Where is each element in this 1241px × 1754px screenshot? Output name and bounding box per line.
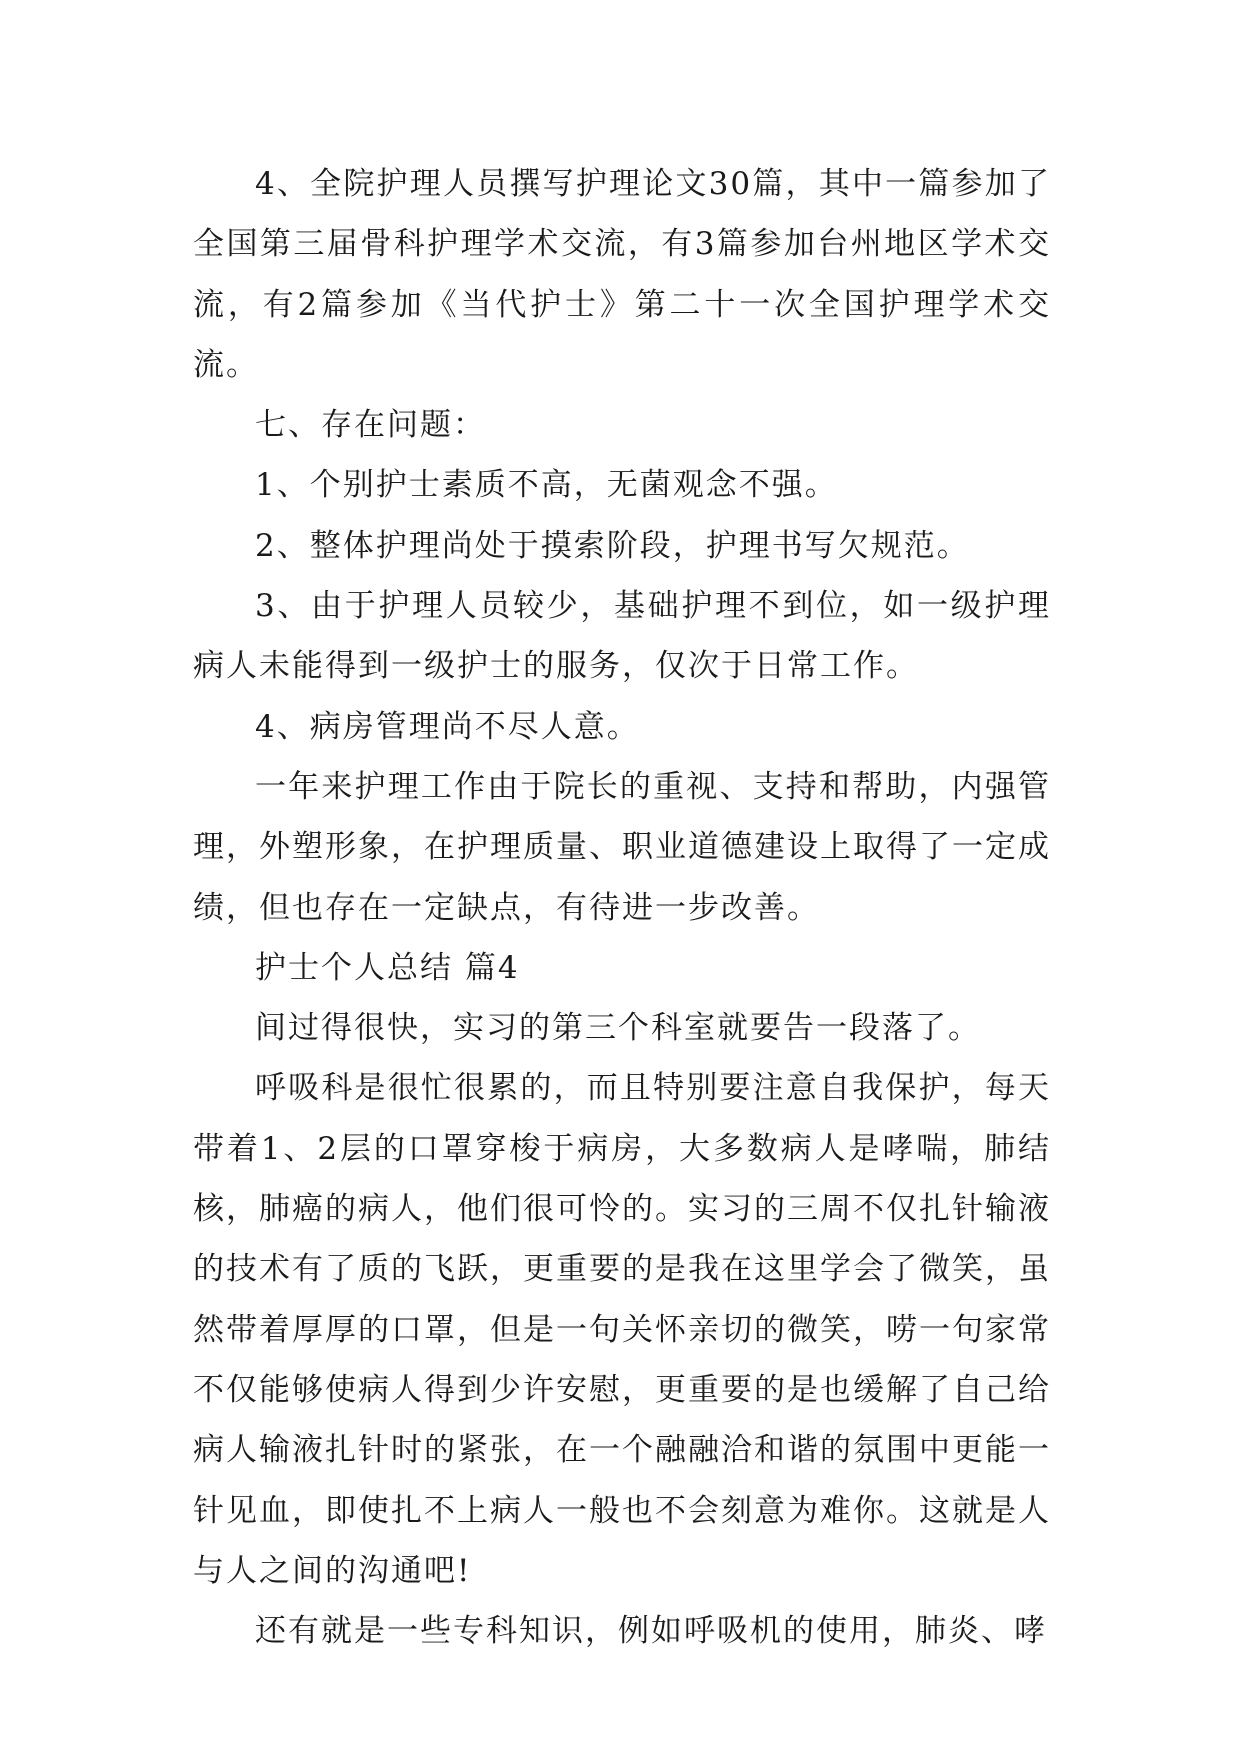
paragraph-problem-1: 1、个别护士素质不高，无菌观念不强。 xyxy=(255,467,838,504)
paragraph-respiratory: 呼吸科是很忙很累的，而且特别要注意自我保护，每天带着1、2层的口罩穿梭于病房，大多数病人是哮喘，肺结核，肺癌的病人，他们很可怜的。实习的三周不仅扎针输液的技术有了质的飞跃，更重要的是我在这里学会了微笑，虽然带着厚厚的口罩，但是一句关怀亲切的微笑，唠一句家常不仅能够使病人得到少许安慰，更重要的是也缓解了自己给病人输液扎针时的紧张，在一个融融洽和谐的氛围中更能一针见血，即使扎不上病人一般也不会刻意为难你。这就是人与人之间的沟通吧! xyxy=(193,1070,1051,1589)
document-body xyxy=(193,154,1051,1661)
paragraph-problem-3: 3、由于护理人员较少，基础护理不到位，如一级护理病人未能得到一级护士的服务，仅次于日常工作。 xyxy=(193,588,1051,685)
section-heading-problems: 七、存在问题： xyxy=(255,407,486,444)
paragraph-problem-4: 4、病房管理尚不尽人意。 xyxy=(255,708,640,745)
paragraph-problem-2: 2、整体护理尚处于摸索阶段，护理书写欠规范。 xyxy=(255,527,970,564)
article-heading: 护士个人总结 篇4 xyxy=(255,949,520,986)
paragraph-knowledge: 还有就是一些专科知识，例如呼吸机的使用，肺炎、哮 xyxy=(255,1613,1047,1650)
paragraph-year-summary: 一年来护理工作由于院长的重视、支持和帮助，内强管理，外塑形象，在护理质量、职业道德建设上取得了一定成绩，但也存在一定缺点，有待进一步改善。 xyxy=(193,768,1051,926)
paragraph-papers: 4、全院护理人员撰写护理论文30篇，其中一篇参加了全国第三届骨科护理学术交流，有3篇参加台州地区学术交流，有2篇参加《当代护士》第二十一次全国护理学术交流。 xyxy=(193,166,1051,383)
paragraph-intro: 间过得很快，实习的第三个科室就要告一段落了。 xyxy=(255,1010,981,1047)
